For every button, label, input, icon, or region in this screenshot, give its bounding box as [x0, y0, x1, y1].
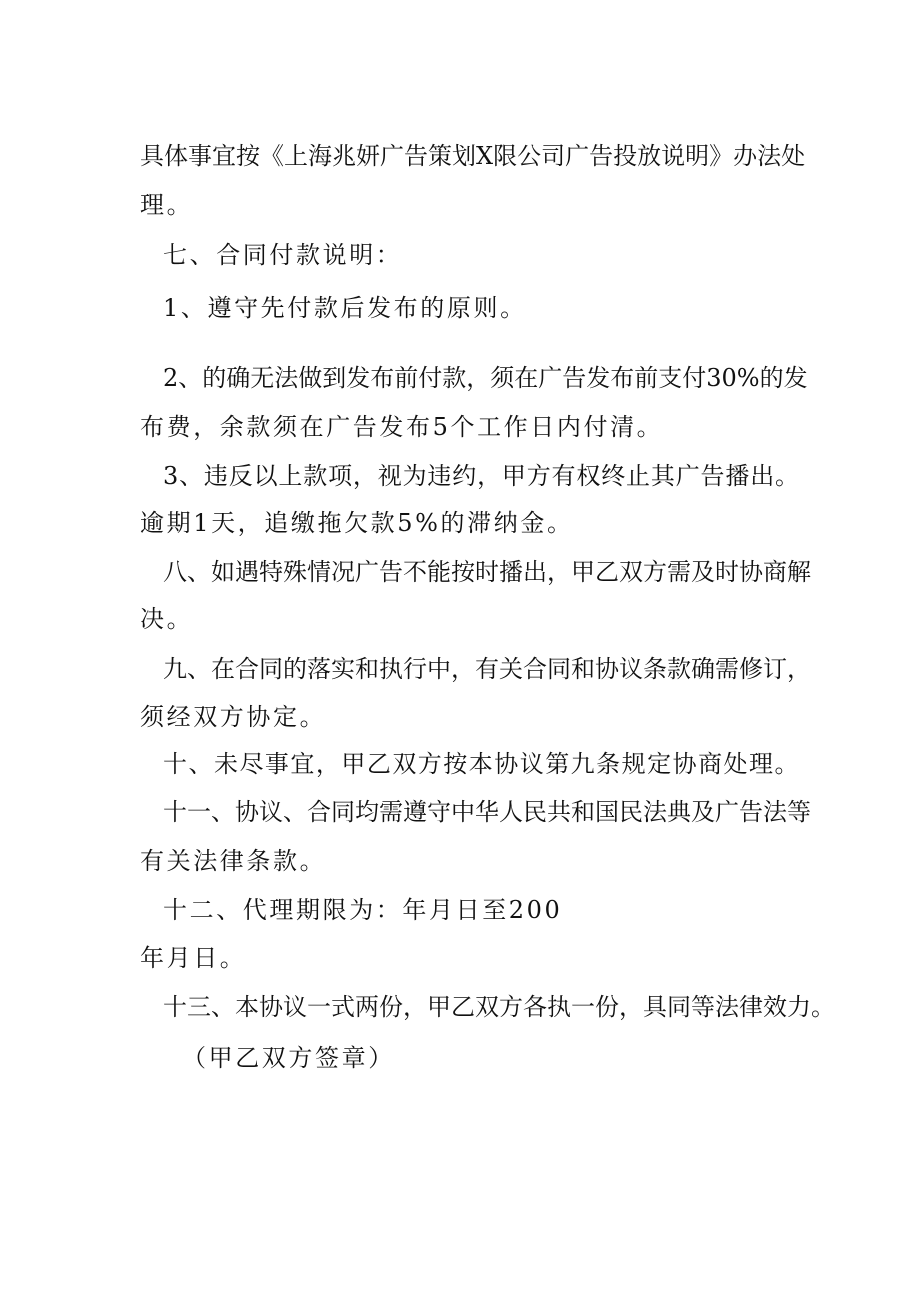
section-heading: 十一、协议、合同均需遵守中华人民共和国民法典及广告法等 [163, 798, 811, 826]
section-heading: 十二、代理期限为：年月日至200 [163, 896, 563, 924]
text-line: 布费，余款须在广告发布5个工作日内付清。 [140, 413, 664, 441]
section-heading: 十、未尽事宜，甲乙双方按本协议第九条规定协商处理。 [163, 750, 800, 778]
section-heading: 七、合同付款说明： [163, 241, 403, 269]
text-line: 须经双方协定。 [140, 703, 327, 731]
text-line: 有关法律条款。 [140, 847, 327, 875]
section-heading: 九、在合同的落实和执行中，有关合同和协议条款确需修订， [163, 655, 811, 683]
text-line: 逾期1天，追缴拖欠款5%的滞纳金。 [140, 509, 574, 537]
text-line: 决。 [140, 605, 194, 633]
section-heading: 十三、本协议一式两份，甲乙双方各执一份，具同等法律效力。 [163, 993, 835, 1021]
text-line: 1、遵守先付款后发布的原则。 [163, 294, 527, 322]
text-line: 2、的确无法做到发布前付款，须在广告发布前支付30%的发 [163, 364, 808, 392]
text-line: 具体事宜按《上海兆妍广告策划X限公司广告投放说明》办法处 [140, 142, 806, 170]
section-heading: 八、如遇特殊情况广告不能按时播出，甲乙双方需及时协商解 [163, 558, 811, 586]
signature-note: （甲乙双方签章） [182, 1044, 395, 1072]
text-line: 理。 [140, 191, 194, 219]
text-line: 3、违反以上款项，视为违约，甲方有权终止其广告播出。 [163, 462, 800, 490]
text-line: 年月日。 [140, 944, 247, 972]
